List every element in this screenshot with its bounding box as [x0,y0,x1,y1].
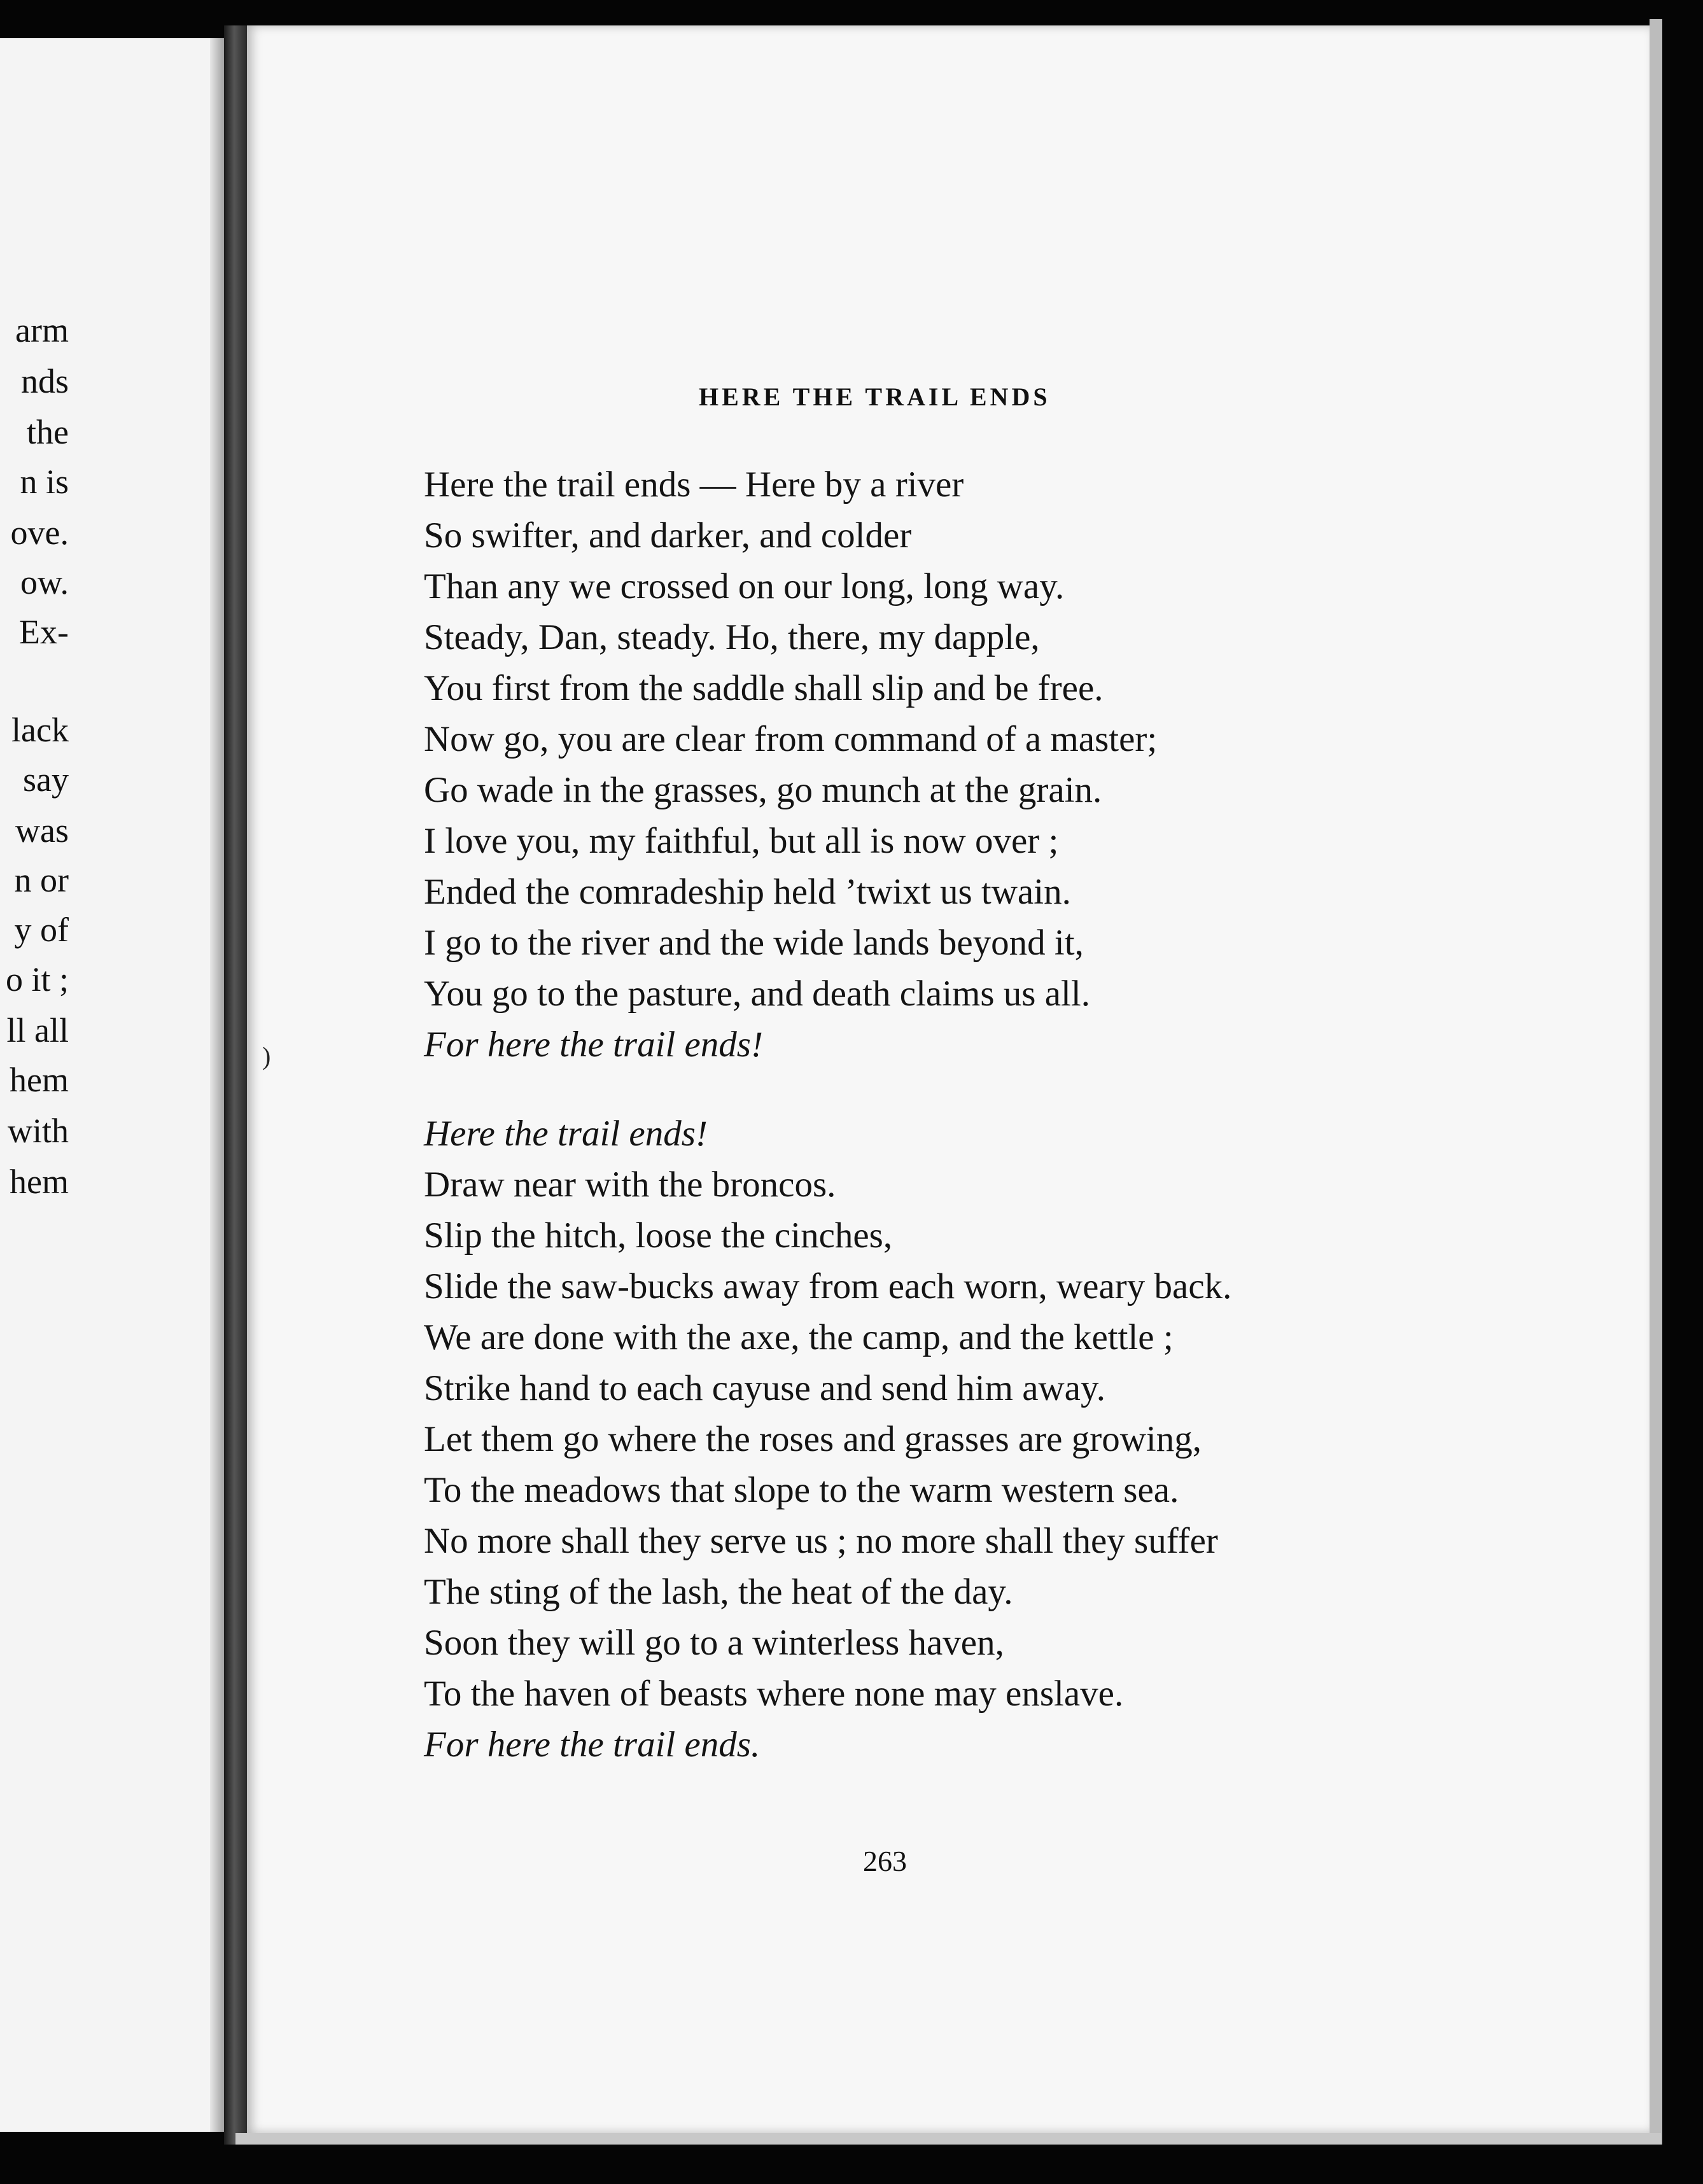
poem-line: You first from the saddle shall slip and be free. [424,668,1104,708]
previous-page-line-fragment: Ex- [19,613,69,651]
previous-page-line-fragment: hem [10,1061,69,1099]
page-edge [1650,19,1662,2145]
previous-page-line-fragment: hem [10,1163,69,1201]
poem-line: I love you, my faithful, but all is now over ; [424,821,1059,861]
previous-page-line-fragment: y of [14,911,69,949]
poem-line: Soon they will go to a winterless haven, [424,1623,1004,1663]
poem-stanza-1 [424,459,1157,1070]
previous-page-line-fragment: n or [14,861,69,899]
margin-mark: ) [262,1042,271,1070]
previous-page-line-fragment: nds [20,362,69,400]
previous-page-line-fragment: ll all [6,1011,69,1049]
poem-line: Go wade in the grasses, go munch at the grain. [424,770,1102,810]
previous-page-text [0,38,224,2132]
current-page [247,25,1650,2133]
poem-line: Steady, Dan, steady. Ho, there, my dapple, [424,617,1040,657]
poem-line: To the meadows that slope to the warm western sea. [424,1470,1179,1510]
poem-line: Strike hand to each cayuse and send him away. [424,1368,1106,1408]
previous-page-sliver [0,38,224,2132]
previous-page-line-fragment: with [7,1112,69,1150]
poem-line: We are done with the axe, the camp, and the kettle ; [424,1317,1174,1357]
previous-page-line-fragment: arm [15,311,69,349]
poem-line: Than any we crossed on our long, long way. [424,566,1065,606]
poem-line: Draw near with the broncos. [424,1165,836,1205]
page-number: 263 [863,1845,907,1877]
poem-line: I go to the river and the wide lands beyond it, [424,923,1084,963]
previous-page-line-fragment: o it ; [5,960,69,998]
poem-line: For here the trail ends! [424,1025,763,1065]
poem-line: You go to the pasture, and death claims us all. [424,974,1090,1014]
poem-line: Ended the comradeship held ’twixt us twain. [424,872,1071,912]
previous-page-line-fragment: ow. [20,563,69,601]
previous-page-line-fragment: ove. [10,514,69,552]
book-gutter [224,25,249,2145]
previous-page-line-fragment: say [23,760,69,799]
poem-line: Here the trail ends — Here by a river [424,465,964,505]
poem-line: Let them go where the roses and grasses are growing, [424,1419,1202,1459]
page-bottom-edge [235,2133,1661,2145]
previous-page-line-fragment: n is [20,463,69,501]
poem-stanza-2 [424,1109,1231,1770]
running-title: HERE THE TRAIL ENDS [699,382,1051,411]
previous-page-line-fragment: was [15,811,69,850]
poem-line: Here the trail ends! [424,1114,708,1154]
poem-line: For here the trail ends. [424,1725,760,1765]
poem-line: No more shall they serve us ; no more shall they suffer [424,1521,1218,1561]
poem-line: To the haven of beasts where none may enslave. [424,1674,1124,1714]
previous-page-line-fragment: the [27,413,69,451]
poem-line: The sting of the lash, the heat of the day. [424,1572,1013,1612]
poem-line: Slip the hitch, loose the cinches, [424,1215,893,1256]
poem-line: So swifter, and darker, and colder [424,515,912,556]
poem-line: Now go, you are clear from command of a master; [424,719,1158,759]
previous-page-line-fragment: lack [11,711,69,749]
poem-line: Slide the saw-bucks away from each worn, weary back. [424,1266,1232,1306]
